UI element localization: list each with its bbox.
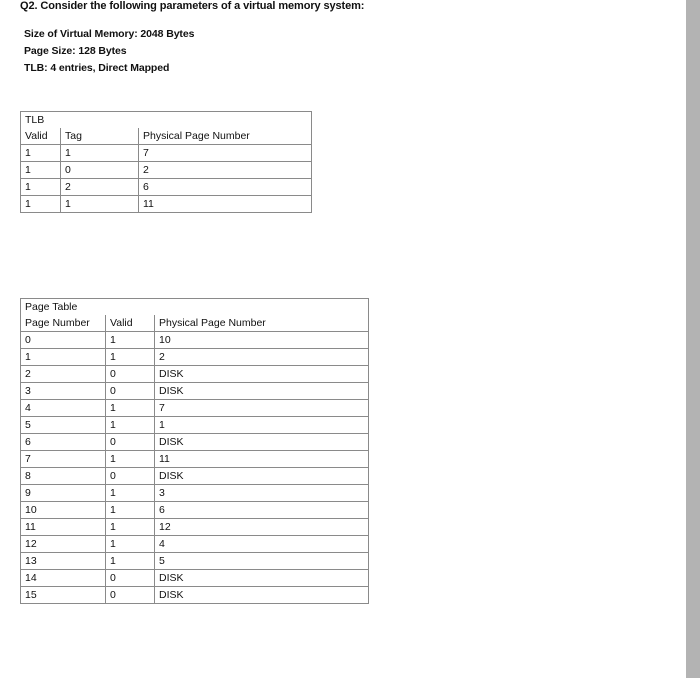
page-valid-cell: 0 <box>106 383 155 400</box>
page-number-cell: 9 <box>21 485 106 502</box>
page-ppn-cell: 2 <box>155 349 369 366</box>
page-valid-cell: 1 <box>106 349 155 366</box>
page-table-row <box>21 349 369 366</box>
page-table-row <box>21 383 369 400</box>
tlb-ppn-cell: 2 <box>139 162 312 179</box>
tlb-header-row <box>21 128 312 145</box>
page-number-cell: 11 <box>21 519 106 536</box>
page-table-row <box>21 468 369 485</box>
page-number-cell: 12 <box>21 536 106 553</box>
page-table-row <box>21 519 369 536</box>
page-table-row <box>21 332 369 349</box>
page-table-row <box>21 587 369 604</box>
page-table-row <box>21 366 369 383</box>
tlb-title-row <box>21 112 312 129</box>
page-table <box>20 298 369 604</box>
page-number-cell: 8 <box>21 468 106 485</box>
page-table-row <box>21 434 369 451</box>
page-edge-bar <box>686 0 700 678</box>
page-ppn-cell: 7 <box>155 400 369 417</box>
tlb-title: TLB <box>21 112 312 129</box>
page-number-cell: 0 <box>21 332 106 349</box>
tlb-tag-cell: 0 <box>61 162 139 179</box>
page-number-cell: 13 <box>21 553 106 570</box>
page-ppn-cell: 12 <box>155 519 369 536</box>
page-ppn-cell: DISK <box>155 383 369 400</box>
page-valid-cell: 0 <box>106 366 155 383</box>
page-number-cell: 4 <box>21 400 106 417</box>
page-valid-cell: 1 <box>106 400 155 417</box>
page-number-cell: 10 <box>21 502 106 519</box>
page-table-header-ppn: Physical Page Number <box>155 315 369 332</box>
page-number-cell: 7 <box>21 451 106 468</box>
page-ppn-cell: 5 <box>155 553 369 570</box>
page-table-row <box>21 485 369 502</box>
page-valid-cell: 1 <box>106 332 155 349</box>
page-ppn-cell: DISK <box>155 434 369 451</box>
page-ppn-cell: 6 <box>155 502 369 519</box>
page-number-cell: 3 <box>21 383 106 400</box>
page-valid-cell: 1 <box>106 536 155 553</box>
page-ppn-cell: DISK <box>155 587 369 604</box>
tlb-row <box>21 196 312 213</box>
tlb-ppn-cell: 6 <box>139 179 312 196</box>
param-tlb: TLB: 4 entries, Direct Mapped <box>24 62 170 74</box>
page-number-cell: 5 <box>21 417 106 434</box>
page-ppn-cell: 11 <box>155 451 369 468</box>
tlb-ppn-cell: 11 <box>139 196 312 213</box>
page-ppn-cell: 4 <box>155 536 369 553</box>
tlb-header-ppn: Physical Page Number <box>139 128 312 145</box>
page-ppn-cell: 1 <box>155 417 369 434</box>
page-valid-cell: 0 <box>106 434 155 451</box>
question-heading: Q2. Consider the following parameters of a virtual memory system: <box>20 0 365 12</box>
tlb-row <box>21 179 312 196</box>
page-table-row <box>21 536 369 553</box>
page-valid-cell: 1 <box>106 485 155 502</box>
tlb-header-valid: Valid <box>21 128 61 145</box>
page-valid-cell: 1 <box>106 451 155 468</box>
page-table-title: Page Table <box>21 299 369 316</box>
page-ppn-cell: DISK <box>155 468 369 485</box>
page-ppn-cell: 10 <box>155 332 369 349</box>
page-number-cell: 15 <box>21 587 106 604</box>
tlb-valid-cell: 1 <box>21 196 61 213</box>
page-table-header-valid: Valid <box>106 315 155 332</box>
page-valid-cell: 1 <box>106 502 155 519</box>
page-valid-cell: 1 <box>106 519 155 536</box>
tlb-row <box>21 162 312 179</box>
page-valid-cell: 1 <box>106 553 155 570</box>
param-page-size: Page Size: 128 Bytes <box>24 45 127 57</box>
page-table-row <box>21 570 369 587</box>
tlb-header-tag: Tag <box>61 128 139 145</box>
page-valid-cell: 0 <box>106 587 155 604</box>
page-table-header-row <box>21 315 369 332</box>
tlb-tag-cell: 1 <box>61 196 139 213</box>
page-ppn-cell: DISK <box>155 570 369 587</box>
page-number-cell: 6 <box>21 434 106 451</box>
tlb-tag-cell: 1 <box>61 145 139 162</box>
page-table-row <box>21 451 369 468</box>
page-number-cell: 14 <box>21 570 106 587</box>
page-table-title-row <box>21 299 369 316</box>
page-number-cell: 2 <box>21 366 106 383</box>
page-ppn-cell: 3 <box>155 485 369 502</box>
page-table-row <box>21 417 369 434</box>
tlb-ppn-cell: 7 <box>139 145 312 162</box>
tlb-valid-cell: 1 <box>21 145 61 162</box>
param-virtual-memory: Size of Virtual Memory: 2048 Bytes <box>24 28 195 40</box>
page-table-header-page-number: Page Number <box>21 315 106 332</box>
tlb-valid-cell: 1 <box>21 162 61 179</box>
page-ppn-cell: DISK <box>155 366 369 383</box>
page-table-row <box>21 400 369 417</box>
page-valid-cell: 0 <box>106 468 155 485</box>
page-valid-cell: 0 <box>106 570 155 587</box>
page-table-row <box>21 502 369 519</box>
tlb-table <box>20 111 312 213</box>
tlb-valid-cell: 1 <box>21 179 61 196</box>
tlb-tag-cell: 2 <box>61 179 139 196</box>
tlb-row <box>21 145 312 162</box>
page-table-row <box>21 553 369 570</box>
page-valid-cell: 1 <box>106 417 155 434</box>
page-number-cell: 1 <box>21 349 106 366</box>
